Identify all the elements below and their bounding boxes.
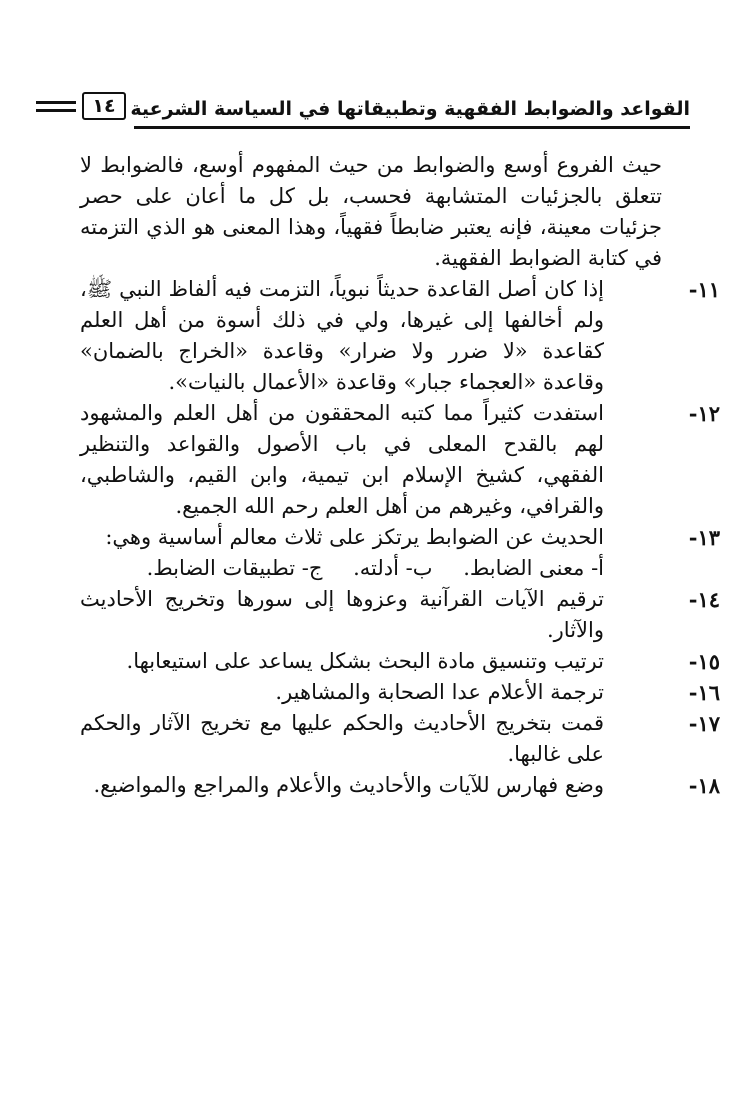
item-text: استفدت كثيراً مما كتبه المحققون من أهل العلم والمشهود لهم بالقدح المعلى في باب الأصول والقواعد والتنظير الفقهي، كشيخ الإسلام ابن تيمية، وابن القيم، والشاطبي، والقرافي، وغيرهم من أهل العلم رحم الله الجميع. (80, 401, 604, 518)
item-body (80, 522, 604, 584)
item-number: ١٦- (688, 680, 720, 705)
page-content (80, 150, 720, 801)
item-text: ترتيب وتنسيق مادة البحث بشكل يساعد على استيعابها. (126, 649, 604, 673)
header-title: القواعد والضوابط الفقهية وتطبيقاتها في السياسة الشرعية (130, 98, 690, 120)
item-number: ١٧- (688, 711, 720, 736)
header-ornament-line (36, 109, 76, 112)
item-number: ١٣- (688, 525, 720, 550)
sub-items (80, 553, 604, 584)
item-number: ١١- (688, 277, 720, 302)
item-text: قمت بتخريج الأحاديث والحكم عليها مع تخريج الآثار والحكم على غالبها. (80, 711, 604, 766)
header-rule (134, 126, 690, 129)
item-number: ١٥- (688, 649, 720, 674)
item-number: ١٢- (688, 401, 720, 426)
running-header (60, 92, 690, 138)
list-item (80, 398, 720, 522)
sub-item: أ- معنى الضابط. (463, 556, 604, 580)
item-text: ترقيم الآيات القرآنية وعزوها إلى سورها وتخريج الأحاديث والآثار. (80, 587, 604, 642)
item-text: الحديث عن الضوابط يرتكز على ثلاث معالم أساسية وهي: (105, 525, 604, 549)
intro-paragraph: حيث الفروع أوسع والضوابط من حيث المفهوم أوسع، فالضوابط لا تتعلق بالجزئيات المتشابهة فحسب، بل كل ما أعان على حصر جزئيات معينة، فإنه يعتبر ضابطاً فقهياً، وهذا المعنى هو الذي التزمته في كتابة الضوابط الفقهية. (80, 153, 662, 270)
sub-item: ج- تطبيقات الضابط. (146, 556, 323, 580)
item-number: ١٤- (688, 587, 720, 612)
list-item (80, 646, 720, 677)
list-item (80, 770, 720, 801)
item-text: وضع فهارس للآيات والأحاديث والأعلام والمراجع والمواضيع. (93, 773, 604, 797)
list-item (80, 708, 720, 770)
list-item (80, 677, 720, 708)
item-text: إذا كان أصل القاعدة حديثاً نبوياً، التزمت فيه ألفاظ النبي ﷺ، ولم أخالفها إلى غيرها، ولي في ذلك أسوة من أهل العلم كقاعدة «لا ضرر ولا ضرار» وقاعدة «الخراج بالضمان» وقاعدة «العجماء جبار» وقاعدة «الأعمال بالنيات». (80, 277, 604, 394)
sub-item: ب- أدلته. (353, 556, 433, 580)
list-item (80, 274, 720, 398)
list-item (80, 584, 720, 646)
header-ornament-line (36, 101, 76, 104)
page-number: ١٤ (82, 92, 126, 120)
item-text: ترجمة الأعلام عدا الصحابة والمشاهير. (275, 680, 604, 704)
item-number: ١٨- (688, 773, 720, 798)
list-item (80, 522, 720, 584)
